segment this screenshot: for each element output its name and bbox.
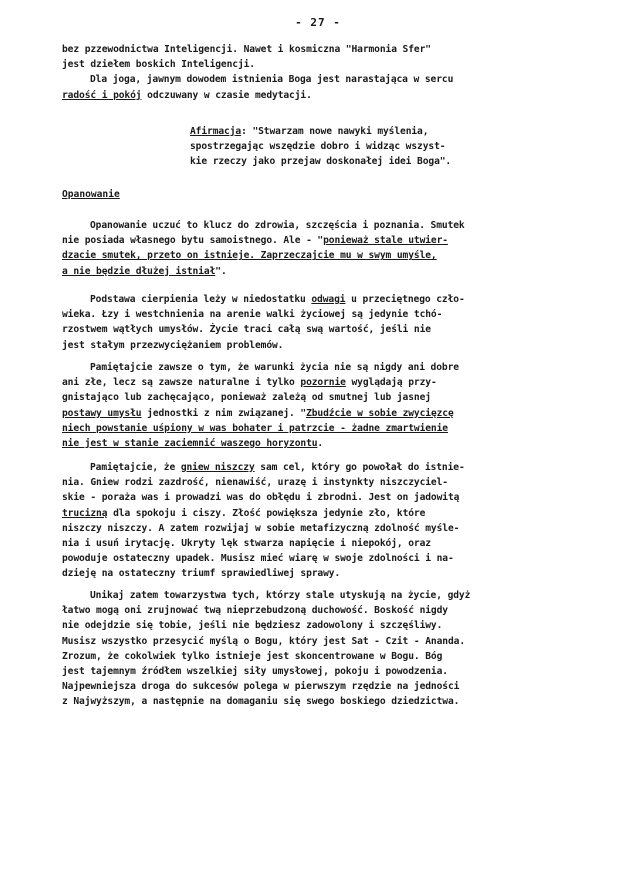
text-line: Opanowanie uczuć to klucz do zdrowia, szczęścia i poznania. Smutek [90,220,465,231]
affirmation-block [190,124,590,170]
text-line [62,233,582,248]
text-segment: : "Stwarzam nowe nawyki myślenia, [241,126,429,137]
text-segment: jednostki z nim związanej. " [141,407,307,419]
text-segment: . [317,437,324,449]
text-line [62,460,582,475]
underlined-phrase: ponieważ stale utwier- [323,235,448,247]
text-line: Unikaj zatem towarzystwa tych, którzy stale utyskują na życie, gdyż [90,590,471,601]
text-line: skie - poraża was i prowadzi was do obłędu i zbrodni. Jest on jadowitą [62,492,460,504]
text-segment: Podstawa cierpienia leży w niedostatku [90,294,312,305]
text-segment: odczuwany w czasie medytacji. [141,89,312,101]
text-line [62,406,582,421]
text-line: rzostwem wątłych umysłów. Życie traci całą swą wartość, jeśli nie [62,324,431,336]
underlined-line: dzacie smutek, przeto on istnieje. Zaprzeczajcie mu w swym umyśle, [62,250,437,262]
text-line [62,375,582,390]
underlined-phrase: a nie będzie dłużej istniał [62,265,216,277]
text-line [62,292,582,307]
text-line: łatwo mogą oni zrujnować twą nieprzebudzoną duchowość. Boskość nigdy [62,605,448,617]
text-segment: ". [215,265,227,277]
underlined-word: trucizną [62,507,108,519]
text-line: bez pzzewodnictwa Inteligencji. Nawet i kosmiczna "Harmonia Sfer" [62,44,431,55]
text-line: Zrozum, że cokolwiek tylko istnieje jest skoncentrowane w Bogu. Bóg [62,650,443,662]
text-line: powoduje ostateczny upadek. Musisz mieć wiarę w swoje zdolności i na- [62,553,454,565]
paragraph-1 [62,218,582,279]
text-line: kie rzeczy jako przejaw doskonałej idei Boga". [190,156,452,168]
text-line: gnistająco lub zachęcająco, ponieważ zależą od smutnej lub jasnej [62,392,431,404]
text-line: nia i usuń irytację. Ukryty lęk stwarza napięcie i niepokój, oraz [62,537,431,549]
underlined-phrase: Zbudźcie w sobie zwycięzcę [306,407,454,419]
text-line: dzieję na ostateczny triumf sprawiedliwej sprawy. [62,568,341,580]
text-line [62,436,582,451]
text-line: Pamiętajcie zawsze o tym, że warunki życia nie są nigdy ani dobre [90,362,459,373]
text-segment: Pamiętajcie, że [90,462,181,473]
text-line: jest tajemnym źródłem wszelkiej siły umysłowej, pokoju i powodzenia. [62,665,448,677]
text-line: niszczy niszczy. A zatem rozwijaj w sobie metafizyczną zdolność myśle- [62,522,460,534]
text-segment: wyglądają przy- [345,377,437,389]
page-number: - 27 - [295,16,341,29]
paragraph-3 [62,360,582,451]
text-segment: sam cel, który go powołał do istnie- [254,462,465,473]
underlined-phrase: radość i pokój [62,89,142,101]
intro-paragraph [62,42,582,103]
text-line: Dla joga, jawnym dowodem istnienia Boga jest narastająca w sercu [90,74,454,86]
text-line [62,264,582,279]
text-line: Musisz wszystko przesycić myślą o Bogu, który jest Sat - Czit - Ananda. [62,635,465,647]
text-line: jest stałym przezwyciężaniem problemów. [62,339,284,351]
paragraph-5 [62,588,582,710]
underlined-line: niech powstanie uśpiony w was bohater i patrzcie - żadne zmartwienie [62,422,448,434]
underlined-phrase: nie jest w stanie zaciemnić waszego horyzontu [62,437,318,449]
text-segment: nie posiada własnego bytu samoistnego. Ale - " [62,235,324,247]
text-segment: u przeciętnego czło- [345,294,465,305]
text-segment: ani złe, lecz są zawsze naturalne i tylko [62,377,301,389]
text-line: nia. Gniew rodzi zazdrość, nienawiść, urazę i instynkty niszczyciel- [62,477,448,489]
underlined-word: pozornie [300,377,346,389]
text-line: nie odejdzie się tobie, jeśli nie będziesz zadowolony i szczęśliwy. [62,620,443,632]
text-line: z Najwyższym, a następnie na domaganiu się swego boskiego dziedzictwa. [62,696,460,708]
underlined-word: odwagi [311,294,346,305]
text-line [62,506,582,521]
text-line: jest dziełem boskich Inteligencji. [62,59,255,71]
paragraph-4 [62,460,582,582]
text-line [190,124,590,139]
paragraph-2 [62,292,582,353]
underlined-phrase: postawy umysłu [62,407,142,419]
underlined-phrase: gniew niszczy [180,462,255,473]
text-line [62,88,582,103]
affirmation-label: Afirmacja [190,126,242,137]
text-line: spostrzegając wszędzie dobro i widząc wszyst- [190,141,446,153]
text-line: wieka. Łzy i westchnienia na arenie walki życiowej są jedynie tchó- [62,309,443,321]
section-heading: Opanowanie [62,189,120,200]
text-segment: dla spokoju i ciszy. Złość powiększa jedynie zło, które [107,507,426,519]
text-line: Najpewniejsza droga do sukcesów polega w pierwszym rzędzie na jedności [62,681,460,693]
